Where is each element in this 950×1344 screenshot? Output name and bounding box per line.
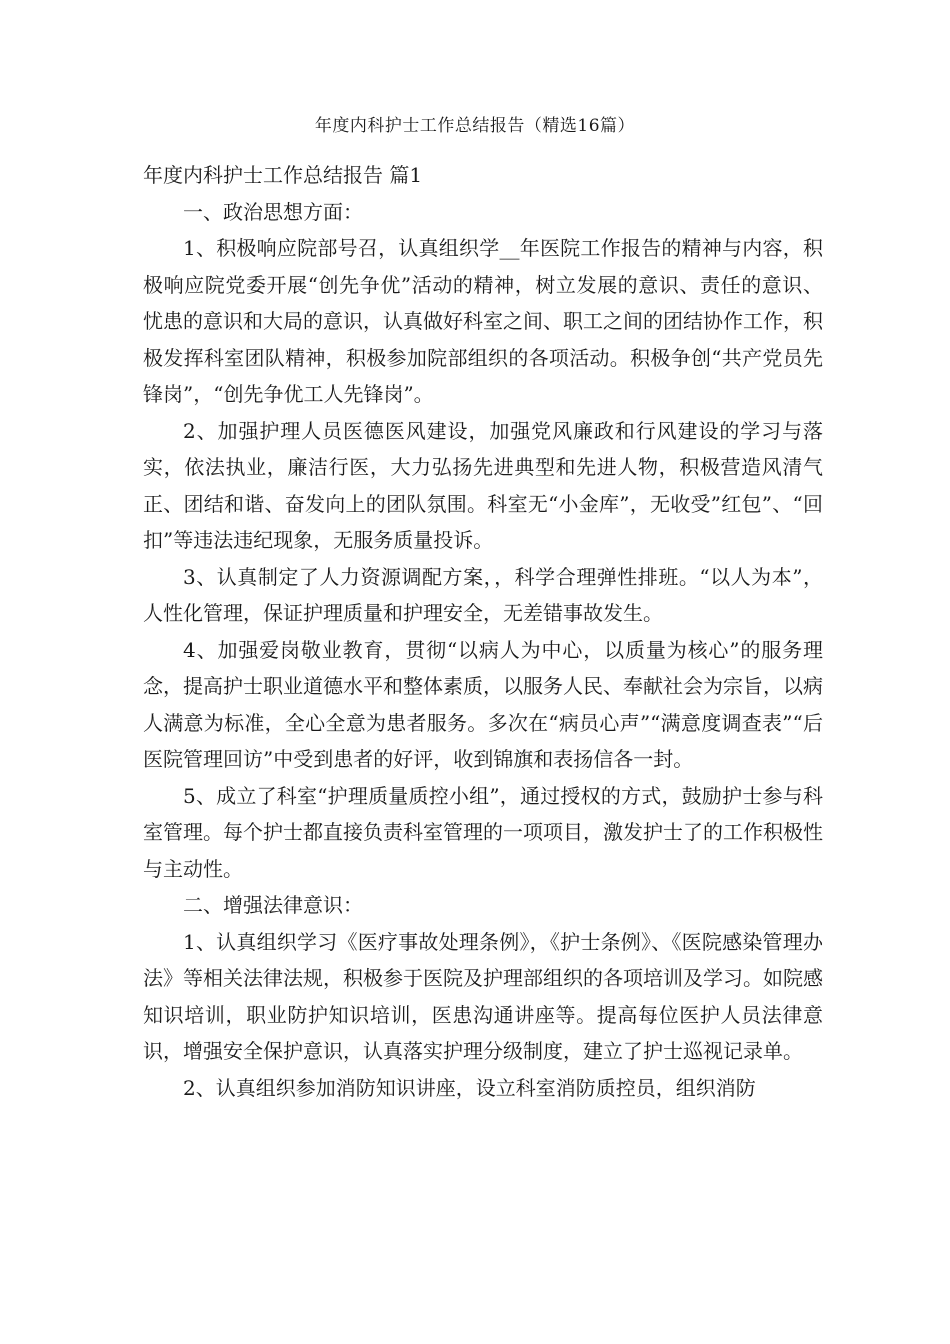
paragraph: 1、认真组织学习《医疗事故处理条例》，《护士条例》、《医院感染管理办法》等相关法律法规，积极参于医院及护理部组织的各项培训及学习。如院感知识培训，职业防护知识培训，医患沟通讲座等。提高每位医护人员法律意识，增强安全保护意识，认真落实护理分级制度，建立了护士巡视记录单。	[143, 929, 823, 1063]
paragraph: 3、认真制定了人力资源调配方案，，科学合理弹性排班。“以人为本”，人性化管理，保证护理质量和护理安全，无差错事故发生。	[143, 564, 823, 625]
heading-legal-awareness: 二、增强法律意识：	[183, 893, 363, 917]
heading-political-thought: 一、政治思想方面：	[183, 199, 363, 224]
paragraph: 4、加强爱岗敬业教育，贯彻“以病人为中心，以质量为核心”的服务理念，提高护士职业道德水平和整体素质，以服务人民、奉献社会为宗旨，以病人满意为标准，全心全意为患者服务。多次在“病员心声”“满意度调查表”“后医院管理回访”中受到患者的好评，收到锦旗和表扬信各一封。	[143, 637, 823, 771]
section-heading: 年度内科护士工作总结报告 篇1	[143, 163, 423, 187]
paragraph: 5、成立了科室“护理质量质控小组”，通过授权的方式，鼓励护士参与科室管理。每个护士都直接负责科室管理的一项项目，激发护士了的工作积极性与主动性。	[143, 783, 823, 881]
paragraph: 1、积极响应院部号召，认真组织学__年医院工作报告的精神与内容，积极响应院党委开展“创先争优”活动的精神，树立发展的意识、责任的意识、忧患的意识和大局的意识，认真做好科室之间、职工之间的团结协作工作，积极发挥科室团队精神，积极参加院部组织的各项活动。积极争创“共产党员先锋岗”，“创先争优工人先锋岗”。	[143, 236, 823, 406]
document-title: 年度内科护士工作总结报告（精选16篇）	[314, 116, 636, 136]
paragraph: 2、认真组织参加消防知识讲座，设立科室消防质控员，组织消防	[183, 1075, 756, 1100]
paragraph: 2、加强护理人员医德医风建设，加强党风廉政和行风建设的学习与落实，依法执业，廉洁行医，大力弘扬先进典型和先进人物，积极营造风清气正、团结和谐、奋发向上的团队氛围。科室无“小金库”，无收受”红包”、“回扣”等违法违纪现象，无服务质量投诉。	[143, 418, 823, 552]
document-body	[143, 157, 823, 1106]
